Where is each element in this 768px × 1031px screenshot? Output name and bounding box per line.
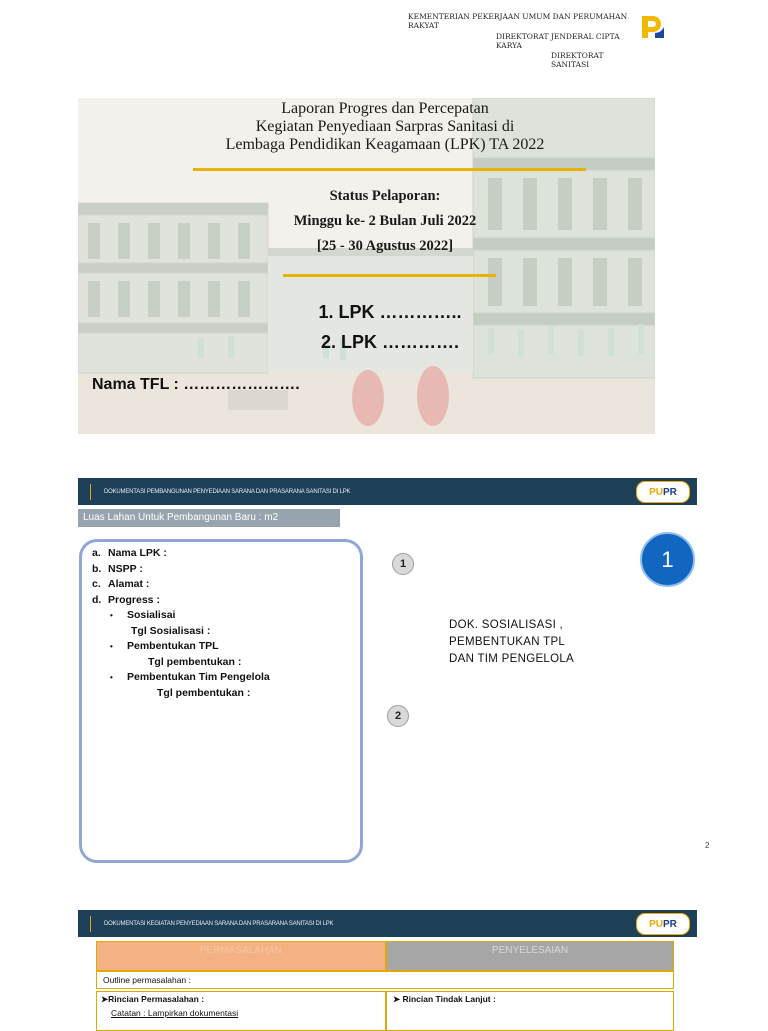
pupr-logo-text-a: PU (649, 486, 663, 498)
tfl-name: Nama TFL : …………………. (92, 376, 300, 393)
photo-marker-2: 2 (387, 705, 409, 727)
photo-marker-1: 1 (392, 553, 414, 575)
info-sosialisasi-date: Tgl Sosialisasi : (131, 624, 211, 637)
info-c-marker: c. (92, 578, 101, 590)
detail-cell-right (386, 991, 674, 1031)
info-progress: Progress : (108, 593, 160, 606)
outline-row (96, 971, 674, 989)
ministry-line-1: KEMENTERIAN PEKERJAAN UMUM DAN PERUMAHAN (408, 12, 628, 21)
info-a-marker: a. (92, 547, 101, 559)
info-address: Alamat : (108, 578, 150, 590)
page-number: 2 (705, 841, 710, 850)
catatan-note: Catatan : Lampirkan dokumentasi (111, 1008, 239, 1018)
info-tim-date: Tgl pembentukan : (157, 686, 251, 699)
pupr-logo-text-a: PU (649, 918, 663, 930)
report-title-line-2: Kegiatan Penyediaan Sarpras Sanitasi di (255, 118, 515, 135)
directorate-general-line-1: DIREKTORAT JENDERAL CIPTA (496, 32, 620, 41)
info-tpl-date: Tgl pembentukan : (148, 655, 242, 668)
title-divider (193, 168, 586, 171)
big-marker-1: 1 (640, 532, 695, 587)
status-block (240, 184, 530, 259)
lpk-item-1: 1. LPK ………….. (318, 302, 462, 322)
slide2-band-title: DOKUMENTASI PEMBANGUNAN PENYEDIAAN SARANA DAN PRASARANA SANITASI DI LPK (104, 489, 351, 495)
info-sosialisasi: Sosialisai (127, 609, 176, 621)
pupr-logo (636, 913, 690, 935)
info-list (92, 546, 270, 701)
report-title-line-1: Laporan Progres dan Percepatan (281, 100, 489, 117)
status-divider (283, 274, 496, 277)
report-title (190, 100, 580, 154)
info-nspp: NSPP : (108, 562, 143, 575)
ministry-line-2: RAKYAT (408, 21, 439, 30)
documentation-caption (449, 617, 609, 668)
info-b-marker: b. (92, 562, 102, 575)
info-tim: Pembentukan Tim Pengelola (127, 671, 270, 683)
ministry-header (408, 12, 633, 72)
directorate-line-1: DIREKTORAT (551, 51, 604, 60)
directorate-line-2: SANITASI (551, 60, 590, 69)
status-date-range: [25 - 30 Agustus 2022] (316, 238, 454, 254)
outline-label: Outline permasalahan : (103, 975, 191, 985)
status-week: Minggu ke- 2 Bulan Juli 2022 (293, 213, 477, 229)
pupr-logo-text-b: PR (663, 918, 677, 930)
slide2-header-band (78, 478, 697, 505)
bullet-icon: • (110, 673, 113, 682)
rincian-permasalahan-label: ➤Rincian Permasalahan : (101, 994, 205, 1004)
column-header-penyelesaian: PENYELESAIAN (386, 941, 674, 971)
doc-caption-line-1: DOK. SOSIALISASI , (449, 619, 564, 631)
report-title-line-3: Lembaga Pendidikan Keagamaan (LPK) TA 2022 (225, 136, 545, 153)
lpk-info-card (79, 539, 363, 863)
info-name-lpk: Nama LPK : (108, 547, 167, 559)
pupr-emblem-icon (639, 13, 667, 41)
pupr-logo-text-b: PR (663, 486, 677, 498)
rincian-tindak-lanjut-label: ➤ Rincian Tindak Lanjut : (393, 994, 496, 1004)
doc-caption-line-3: DAN TIM PENGELOLA (449, 653, 575, 665)
pupr-logo (636, 481, 690, 503)
directorate-general-line-2: KARYA (496, 41, 522, 50)
lpk-item-2: 2. LPK …………. (320, 332, 459, 352)
land-area-label: Luas Lahan Untuk Pembangunan Baru : m2 (78, 509, 340, 527)
info-d-marker: d. (92, 593, 102, 606)
status-label: Status Pelaporan: (329, 188, 441, 204)
info-tpl: Pembentukan TPL (127, 640, 219, 652)
column-header-permasalahan: PERMASALAHAN (96, 941, 386, 971)
slide3-band-title: DOKUMENTASI KEGIATAN PENYEDIAAN SARANA DAN PRASARANA SANITASI DI LPK (104, 921, 334, 927)
bullet-icon: • (110, 611, 113, 620)
slide3-header-band (78, 910, 697, 937)
detail-cell-left (96, 991, 386, 1031)
doc-caption-line-2: PEMBENTUKAN TPL (449, 636, 566, 648)
bullet-icon: • (110, 642, 113, 651)
